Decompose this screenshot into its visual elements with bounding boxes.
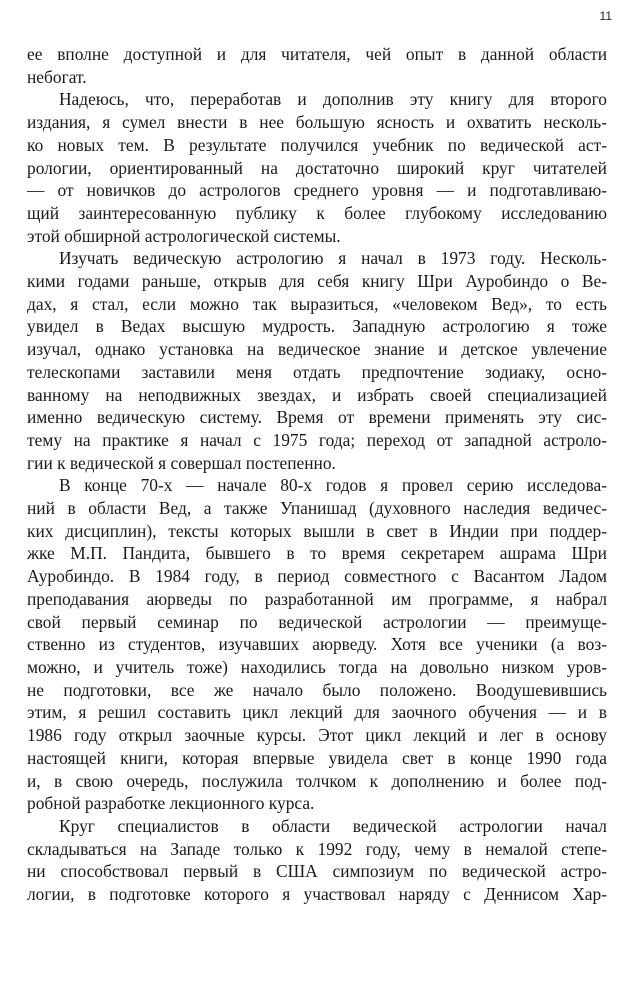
text-line: преподавания аюрведы по разработанной им программе, я набрал: [27, 588, 607, 609]
text-line: настоящей книги, которая впервые увидела свет в конце 1990 года: [27, 747, 607, 768]
text-line: издания, я сумел внести в нее большую ясность и охватить несколь-: [27, 112, 607, 133]
text-line: ко новых тем. В результате получился учебник по ведической аст-: [27, 134, 607, 155]
text-line: изучал, однако установка на ведическое знание и детское увлечение: [27, 339, 607, 360]
text-line: Изучать ведическую астрологию я начал в 1973 году. Несколь-: [59, 248, 607, 269]
text-line: и, в свою очередь, послужила толчком к дополнению и более под-: [27, 770, 607, 791]
text-line: тему на практике я начал с 1975 года; переход от западной астроло-: [27, 429, 607, 450]
text-line: гии к ведической я совершал постепенно.: [27, 452, 336, 473]
text-line: Круг специалистов в области ведической астрологии начал: [59, 815, 607, 836]
text-line: не подготовки, все же начало было положено. Воодушевившись: [27, 679, 607, 700]
text-line: рологии, ориентированный на достаточно широкий круг читателей: [27, 157, 607, 178]
text-line: щий заинтересованную публику к более глубокому исследованию: [27, 202, 607, 223]
page-number: 11: [599, 9, 612, 23]
text-line: ких дисциплин), тексты которых вышли в свет в Индии при поддер-: [27, 520, 607, 541]
text-line: увидел в Ведах высшую мудрость. Западную астрологию я тоже: [27, 316, 607, 337]
text-line: телескопами заставили меня отдать предпочтение зодиаку, осно-: [27, 361, 607, 382]
text-line: Надеюсь, что, переработав и дополнив эту книгу для второго: [59, 89, 607, 110]
text-line: можно, и учитель тоже) находились тогда на довольно низком уров-: [27, 656, 607, 677]
text-line: именно ведическую систему. Время от времени применять эту сис-: [27, 407, 607, 428]
text-line: кими годами раньше, открыв для себя книгу Шри Ауробиндо о Ве-: [27, 271, 607, 292]
text-line: ванному на неподвижных звездах, и избрать своей специализацией: [27, 384, 607, 405]
text-line: свой первый семинар по ведической астрологии — преимуще-: [27, 611, 607, 632]
body-text: [27, 43, 607, 906]
text-line: В конце 70-х — начале 80-х годов я провел серию исследова-: [59, 475, 607, 496]
paragraph: [27, 247, 607, 474]
text-line: этой обширной астрологической системы.: [27, 225, 341, 246]
text-line: небогат.: [27, 66, 87, 87]
text-line: жке М.П. Пандита, бывшего в то время секретарем ашрама Шри: [27, 543, 607, 564]
text-line: 1986 году открыл заочные курсы. Этот цикл лекций и лег в основу: [27, 725, 607, 746]
text-line: ее вполне доступной и для читателя, чей опыт в данной области: [27, 44, 607, 64]
paragraph: [27, 88, 607, 247]
paragraph: [27, 43, 607, 88]
text-line: — от новичков до астрологов среднего уровня — и подготавливаю-: [27, 180, 607, 201]
text-line: робной разработке лекционного курса.: [27, 793, 315, 814]
text-line: этим, я решил составить цикл лекций для заочного обучения — и в: [27, 702, 607, 723]
text-line: дах, я стал, если можно так выразиться, «человеком Вед», то есть: [27, 293, 607, 314]
paragraph: [27, 815, 607, 906]
text-line: ственно из студентов, изучавших аюрведу. Хотя все ученики (а воз-: [27, 634, 607, 655]
text-line: складываться на Западе только к 1992 году, чему в немалой степе-: [27, 838, 607, 859]
text-line: ни способствовал первый в США симпозиум по ведической астро-: [27, 861, 607, 882]
text-line: логии, в подготовке которого я участвовал наряду с Деннисом Хар-: [27, 884, 607, 905]
paragraph: [27, 474, 607, 815]
text-line: ний в области Вед, а также Упанишад (духовного наследия ведичес-: [27, 498, 607, 519]
text-line: Ауробиндо. В 1984 году, в период совместного с Васантом Ладом: [27, 566, 607, 587]
